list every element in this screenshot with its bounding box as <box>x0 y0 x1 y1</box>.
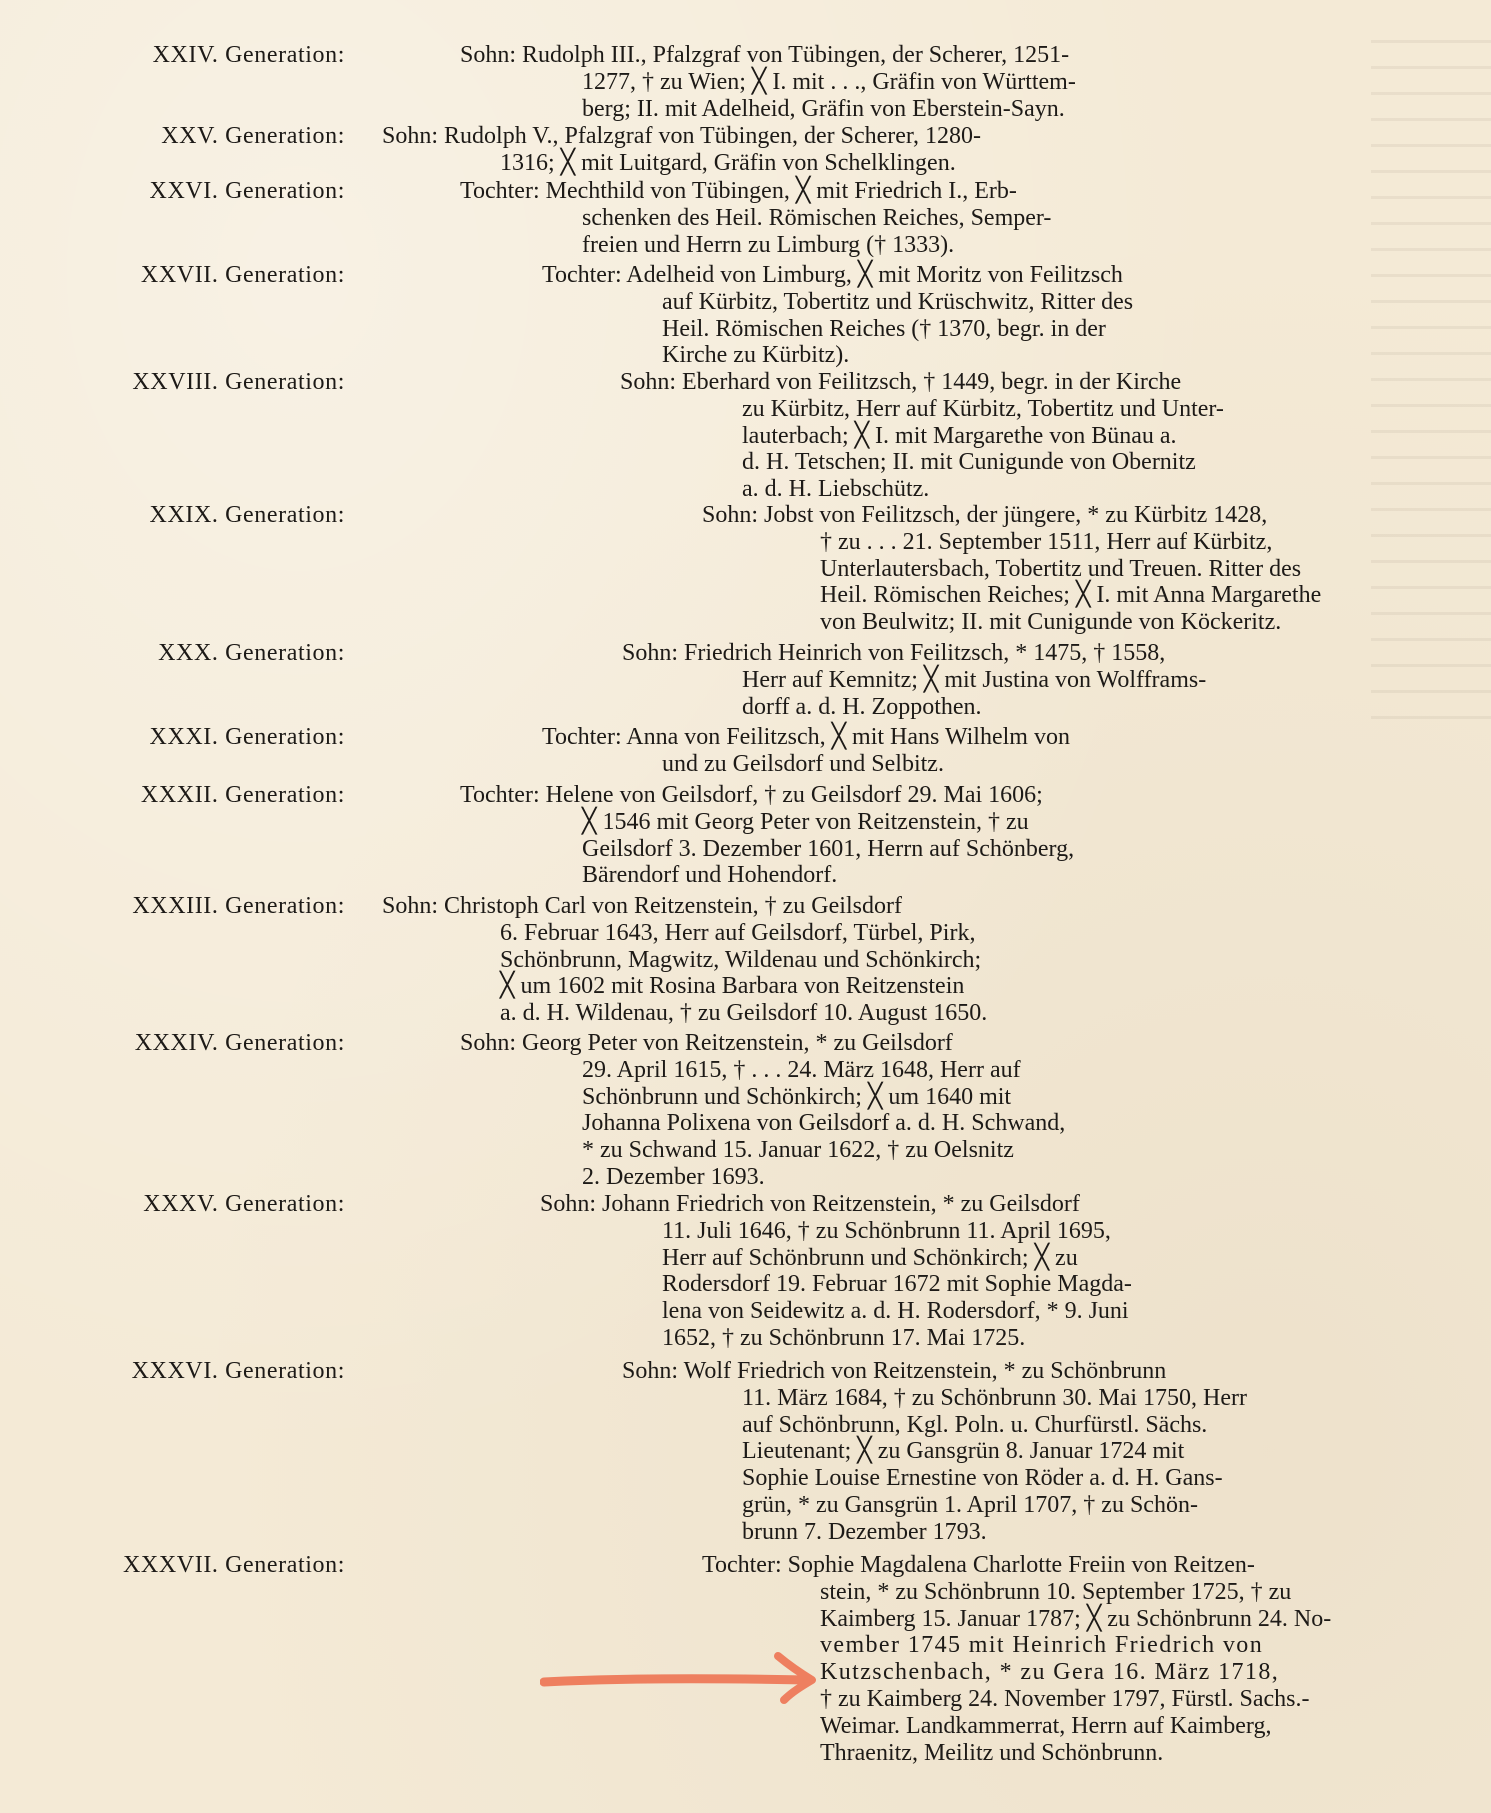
highlight-arrow-icon <box>540 1648 820 1708</box>
entry-line: Sohn: Friedrich Heinrich von Feilitzsch, * 1475, † 1558, <box>622 640 1166 666</box>
entry-line: ╳ 1546 mit Georg Peter von Reitzenstein, † zu <box>582 808 1029 835</box>
entry-line: Sophie Louise Ernestine von Röder a. d. H. Gans- <box>742 1465 1223 1492</box>
entry-line: Herr auf Kemnitz; ╳ mit Justina von Wolfframs- <box>742 666 1207 693</box>
entry-text <box>620 369 1224 503</box>
entry-text <box>542 262 1133 369</box>
generation-label: XXVIII. Generation: <box>132 369 345 395</box>
entry-line: Unterlautersbach, Tobertitz und Treuen. Ritter des <box>820 555 1302 582</box>
entry-line: Kaimberg 15. Januar 1787; ╳ zu Schönbrunn 24. No- <box>820 1605 1332 1632</box>
generation-label: XXXV. Generation: <box>143 1191 345 1217</box>
entry-line: 1277, † zu Wien; ╳ I. mit . . ., Gräfin von Württem- <box>582 68 1076 95</box>
entry-line: † zu . . . 21. September 1511, Herr auf Kürbitz, <box>820 528 1273 555</box>
generation-label: XXXIII. Generation: <box>132 893 345 919</box>
generation-label: XXXII. Generation: <box>140 782 345 808</box>
entry-line: Sohn: Wolf Friedrich von Reitzenstein, * zu Schönbrunn <box>622 1358 1167 1384</box>
entry-text <box>382 123 981 177</box>
entry-line: Schönbrunn und Schönkirch; ╳ um 1640 mit <box>582 1083 1012 1110</box>
entry-line: Weimar. Landkammerrat, Herrn auf Kaimberg, <box>820 1712 1272 1739</box>
generation-label: XXXVI. Generation: <box>131 1358 345 1384</box>
entry-line: a. d. H. Wildenau, † zu Geilsdorf 10. August 1650. <box>500 1000 988 1027</box>
entry-line: Thraenitz, Meilitz und Schönbrunn. <box>820 1739 1164 1766</box>
entry-line: Sohn: Eberhard von Feilitzsch, † 1449, begr. in der Kirche <box>620 369 1182 395</box>
entry-line: Geilsdorf 3. Dezember 1601, Herrn auf Schönberg, <box>582 835 1075 862</box>
entry-line: 29. April 1615, † . . . 24. März 1648, Herr auf <box>582 1056 1021 1083</box>
entry-text <box>460 1030 1065 1191</box>
entry-line: Tochter: Mechthild von Tübingen, ╳ mit Friedrich I., Erb- <box>460 178 1017 204</box>
entry-text <box>622 1358 1247 1546</box>
entry-text <box>540 1191 1132 1352</box>
entry-text <box>542 724 1070 778</box>
entry-line: Tochter: Adelheid von Limburg, ╳ mit Moritz von Feilitzsch <box>542 262 1123 288</box>
entry-line: Heil. Römischen Reiches; ╳ I. mit Anna Margarethe <box>820 582 1322 609</box>
entry-line: Sohn: Georg Peter von Reitzenstein, * zu Geilsdorf <box>460 1030 953 1056</box>
generation-label: XXVII. Generation: <box>140 262 345 288</box>
generation-label: XXXI. Generation: <box>149 724 345 750</box>
entry-line: Heil. Römischen Reiches († 1370, begr. in der <box>662 315 1106 342</box>
entry-line: a. d. H. Liebschütz. <box>742 476 930 503</box>
entry-line: Bärendorf und Hohendorf. <box>582 862 838 889</box>
entry-line: auf Kürbitz, Tobertitz und Krüschwitz, Ritter des <box>662 288 1134 315</box>
entry-line: vember 1745 mit Heinrich Friedrich von <box>820 1632 1264 1659</box>
entry-line: Herr auf Schönbrunn und Schönkirch; ╳ zu <box>662 1244 1078 1271</box>
generation-label: XXVI. Generation: <box>149 178 345 204</box>
entry-line: Sohn: Christoph Carl von Reitzenstein, † zu Geilsdorf <box>382 893 902 919</box>
entry-line: † zu Kaimberg 24. November 1797, Fürstl. Sachs.- <box>820 1685 1310 1712</box>
generation-label: XXXVII. Generation: <box>123 1552 345 1578</box>
entry-line: 1316; ╳ mit Luitgard, Gräfin von Schelklingen. <box>500 149 956 176</box>
entry-line: zu Kürbitz, Herr auf Kürbitz, Tobertitz und Unter- <box>742 395 1224 422</box>
entry-line: auf Schönbrunn, Kgl. Poln. u. Churfürstl. Sächs. <box>742 1411 1208 1438</box>
entry-line: 1652, † zu Schönbrunn 17. Mai 1725. <box>662 1324 1026 1351</box>
entry-line: 2. Dezember 1693. <box>582 1163 765 1190</box>
entry-line: freien und Herrn zu Limburg († 1333). <box>582 231 955 258</box>
entry-line: Kirche zu Kürbitz). <box>662 342 850 369</box>
entry-line: * zu Schwand 15. Januar 1622, † zu Oelsnitz <box>582 1137 1014 1164</box>
generation-label: XXV. Generation: <box>161 123 345 149</box>
entry-text <box>382 893 987 1027</box>
entry-line: Rodersdorf 19. Februar 1672 mit Sophie Magda- <box>662 1271 1132 1298</box>
entry-line: Sohn: Jobst von Feilitzsch, der jüngere, * zu Kürbitz 1428, <box>702 502 1268 528</box>
entry-text <box>702 502 1321 636</box>
entry-line: 11. März 1684, † zu Schönbrunn 30. Mai 1750, Herr <box>742 1384 1248 1411</box>
entry-line: Kutzschenbach, * zu Gera 16. März 1718, <box>820 1659 1280 1686</box>
entry-line: 11. Juli 1646, † zu Schönbrunn 11. April 1695, <box>662 1217 1111 1244</box>
entry-line: lena von Seidewitz a. d. H. Rodersdorf, * 9. Juni <box>662 1298 1129 1325</box>
entry-line: 6. Februar 1643, Herr auf Geilsdorf, Türbel, Pirk, <box>500 919 976 946</box>
entry-line: Tochter: Anna von Feilitzsch, ╳ mit Hans Wilhelm von <box>542 724 1070 750</box>
entry-line: von Beulwitz; II. mit Cunigunde von Köckeritz. <box>820 609 1282 636</box>
entry-line: d. H. Tetschen; II. mit Cunigunde von Obernitz <box>742 449 1196 476</box>
entry-text <box>622 640 1206 720</box>
entry-line: lauterbach; ╳ I. mit Margarethe von Bünau a. <box>742 422 1177 449</box>
show-through-text <box>1371 40 1491 740</box>
entry-line: Schönbrunn, Magwitz, Wildenau und Schönkirch; <box>500 946 982 973</box>
entry-line: Sohn: Johann Friedrich von Reitzenstein, * zu Geilsdorf <box>540 1191 1080 1217</box>
entry-text <box>460 42 1076 122</box>
entry-text <box>460 178 1051 258</box>
entry-line: schenken des Heil. Römischen Reiches, Semper- <box>582 204 1052 231</box>
entry-line: Sohn: Rudolph III., Pfalzgraf von Tübingen, der Scherer, 1251- <box>460 42 1070 68</box>
generation-label: XXIV. Generation: <box>152 42 345 68</box>
generation-label: XXIX. Generation: <box>149 502 345 528</box>
entry-line: grün, * zu Gansgrün 1. April 1707, † zu Schön- <box>742 1491 1198 1518</box>
entry-line: berg; II. mit Adelheid, Gräfin von Eberstein-Sayn. <box>582 95 1065 122</box>
entry-line: Sohn: Rudolph V., Pfalzgraf von Tübingen, der Scherer, 1280- <box>382 123 981 149</box>
generation-label: XXXIV. Generation: <box>134 1030 345 1056</box>
entry-line: brunn 7. Dezember 1793. <box>742 1518 987 1545</box>
entry-line: stein, * zu Schönbrunn 10. September 1725, † zu <box>820 1578 1292 1605</box>
entry-line: Johanna Polixena von Geilsdorf a. d. H. Schwand, <box>582 1110 1066 1137</box>
entry-line: Tochter: Sophie Magdalena Charlotte Freiin von Reitzen- <box>702 1552 1255 1578</box>
generation-label: XXX. Generation: <box>158 640 345 666</box>
entry-line: dorff a. d. H. Zoppothen. <box>742 693 982 720</box>
entry-line: und zu Geilsdorf und Selbitz. <box>662 750 944 777</box>
entry-line: Tochter: Helene von Geilsdorf, † zu Geilsdorf 29. Mai 1606; <box>460 782 1043 808</box>
entry-line: Lieutenant; ╳ zu Gansgrün 8. Januar 1724 mit <box>742 1438 1185 1465</box>
entry-line: ╳ um 1602 mit Rosina Barbara von Reitzenstein <box>500 973 965 1000</box>
entry-text <box>460 782 1074 889</box>
